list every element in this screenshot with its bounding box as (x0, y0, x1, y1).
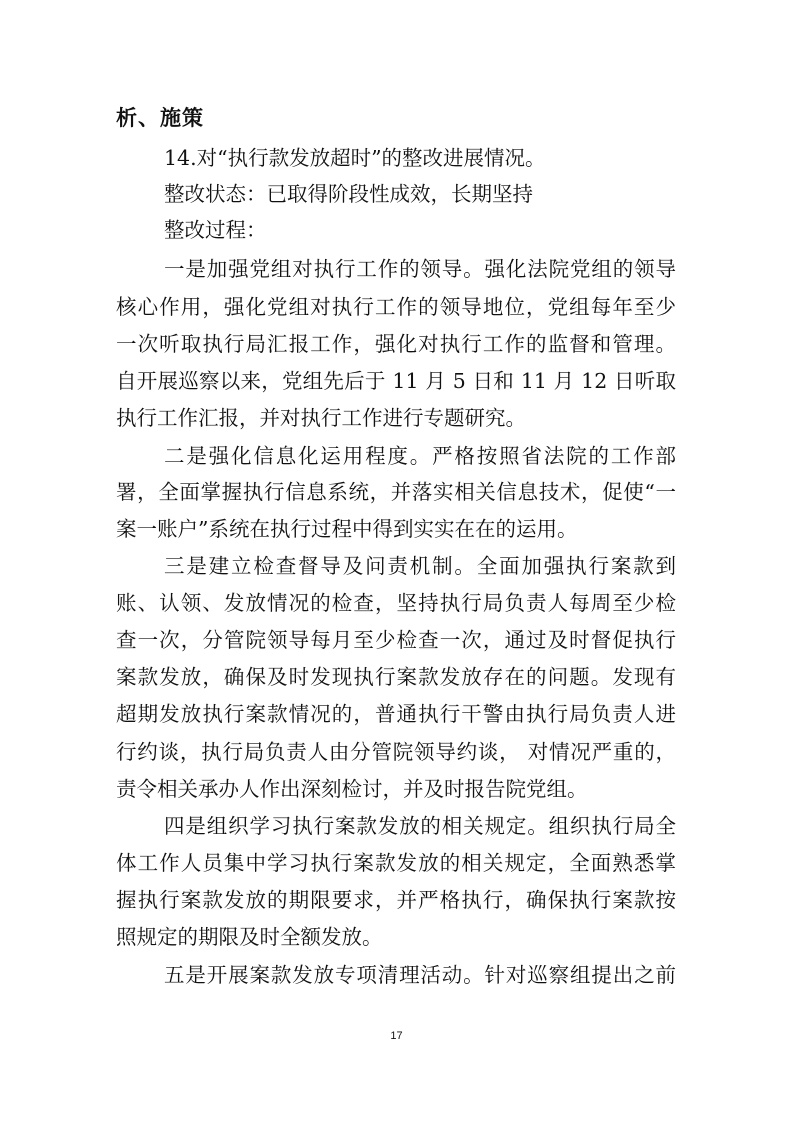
para1-line4: 自开展巡察以来，党组先后于 11 月 5 日和 11 月 12 日听取 (116, 369, 676, 393)
para2-line2: 署，全面掌握执行信息系统，并落实相关信息技术，促使“一 (116, 480, 676, 504)
para3-line5: 超期发放执行案款情况的，普通执行干警由执行局负责人进 (116, 702, 676, 726)
para1-line3: 一次听取执行局汇报工作，强化对执行工作的监督和管理。 (116, 332, 676, 356)
rectification-status: 整改状态：已取得阶段性成效，长期坚持 (164, 182, 533, 206)
para3-line6: 行约谈，执行局负责人由分管院领导约谈， 对情况严重的， (116, 740, 676, 764)
para1-line5: 执行工作汇报，并对执行工作进行专题研究。 (116, 406, 526, 430)
item-title: 14.对“执行款发放超时”的整改进展情况。 (164, 146, 546, 170)
para2-line3: 案一账户”系统在执行过程中得到实实在在的运用。 (116, 517, 578, 541)
para3-line2: 账、认领、发放情况的检查，坚持执行局负责人每周至少检 (116, 591, 676, 615)
process-label: 整改过程： (164, 218, 267, 242)
para5-line1: 五是开展案款发放专项清理活动。针对巡察组提出之前 (164, 963, 676, 987)
para4-line1: 四是组织学习执行案款发放的相关规定。组织执行局全 (164, 814, 676, 838)
para3-line7: 责令相关承办人作出深刻检讨，并及时报告院党组。 (116, 777, 588, 801)
para3-line3: 查一次，分管院领导每月至少检查一次，通过及时督促执行 (116, 628, 676, 652)
para1-line2: 核心作用，强化党组对执行工作的领导地位，党组每年至少 (116, 295, 676, 319)
para4-line4: 照规定的期限及时全额发放。 (116, 925, 383, 949)
para4-line3: 握执行案款发放的期限要求，并严格执行，确保执行案款按 (116, 888, 676, 912)
section-heading: 析、施策 (116, 105, 204, 130)
para3-line4: 案款发放，确保及时发现执行案款发放存在的问题。发现有 (116, 665, 676, 689)
para4-line2: 体工作人员集中学习执行案款发放的相关规定，全面熟悉掌 (116, 851, 676, 875)
para3-line1: 三是建立检查督导及问责机制。全面加强执行案款到 (164, 554, 676, 578)
para2-line1: 二是强化信息化运用程度。严格按照省法院的工作部 (164, 444, 676, 468)
para1-line1: 一是加强党组对执行工作的领导。强化法院党组的领导 (164, 257, 676, 281)
page-number: 17 (390, 1030, 403, 1042)
